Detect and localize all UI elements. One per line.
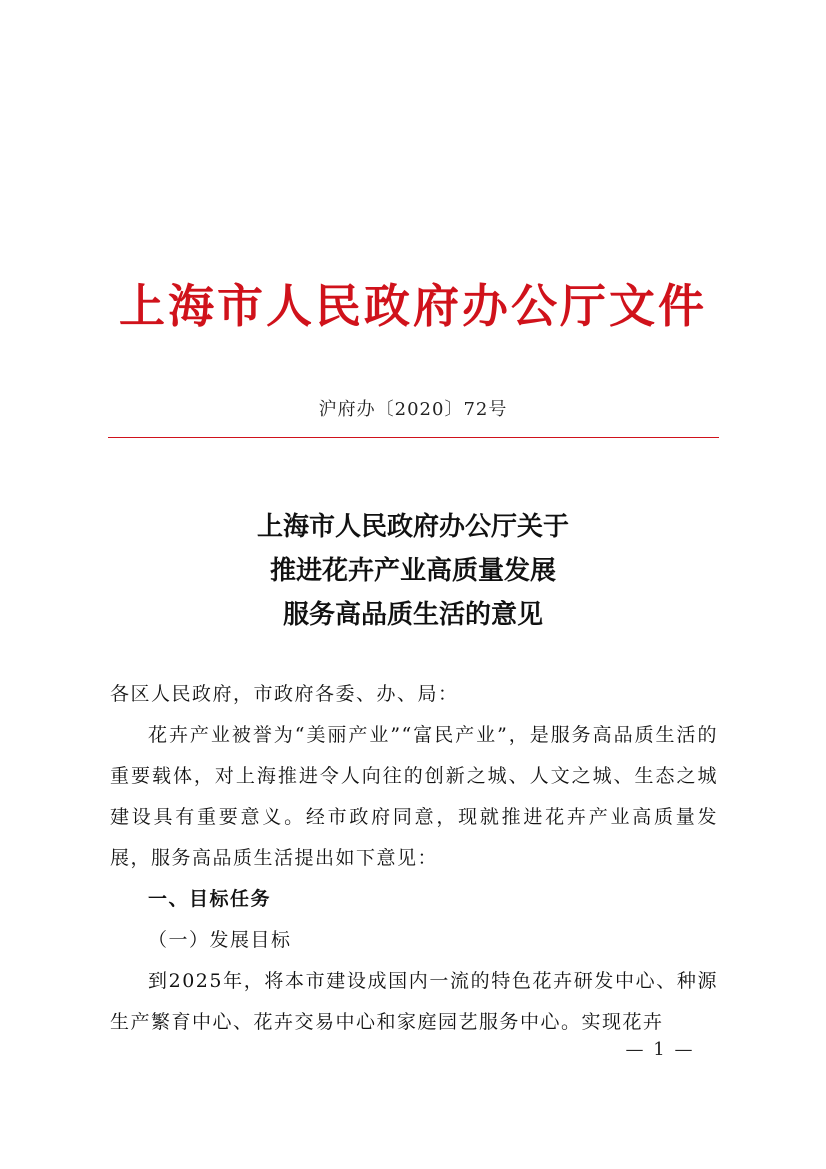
document-number: 沪府办〔2020〕72号: [318, 399, 508, 420]
document-body: [110, 674, 718, 1043]
page-number: — 1 —: [625, 1039, 695, 1060]
title-line-1: 上海市人民政府办公厅关于: [256, 512, 569, 542]
section-heading: 一、目标任务: [148, 888, 272, 910]
title-line-2: 推进花卉产业高质量发展: [269, 556, 556, 586]
title-line-3: 服务高品质生活的意见: [282, 600, 543, 630]
intro-paragraph: 花卉产业被誉为“美丽产业”“富民产业”，是服务高品质生活的重要载体，对上海推进令人向往的创新之城、人文之城、生态之城建设具有重要意义。经市政府同意，现就推进花卉产业高质量发展，服务高品质生活提出如下意见：: [110, 724, 718, 869]
salutation: 各区人民政府，市政府各委、办、局：: [110, 683, 459, 705]
subsection-paragraph: 到2025年，将本市建设成国内一流的特色花卉研发中心、种源生产繁育中心、花卉交易中心和家庭园艺服务中心。实现花卉: [110, 970, 718, 1033]
red-divider: [108, 437, 719, 438]
document-title: [0, 505, 826, 637]
issuer-title: 上海市人民政府办公厅文件: [119, 279, 707, 333]
subsection-heading: （一）发展目标: [148, 929, 292, 951]
